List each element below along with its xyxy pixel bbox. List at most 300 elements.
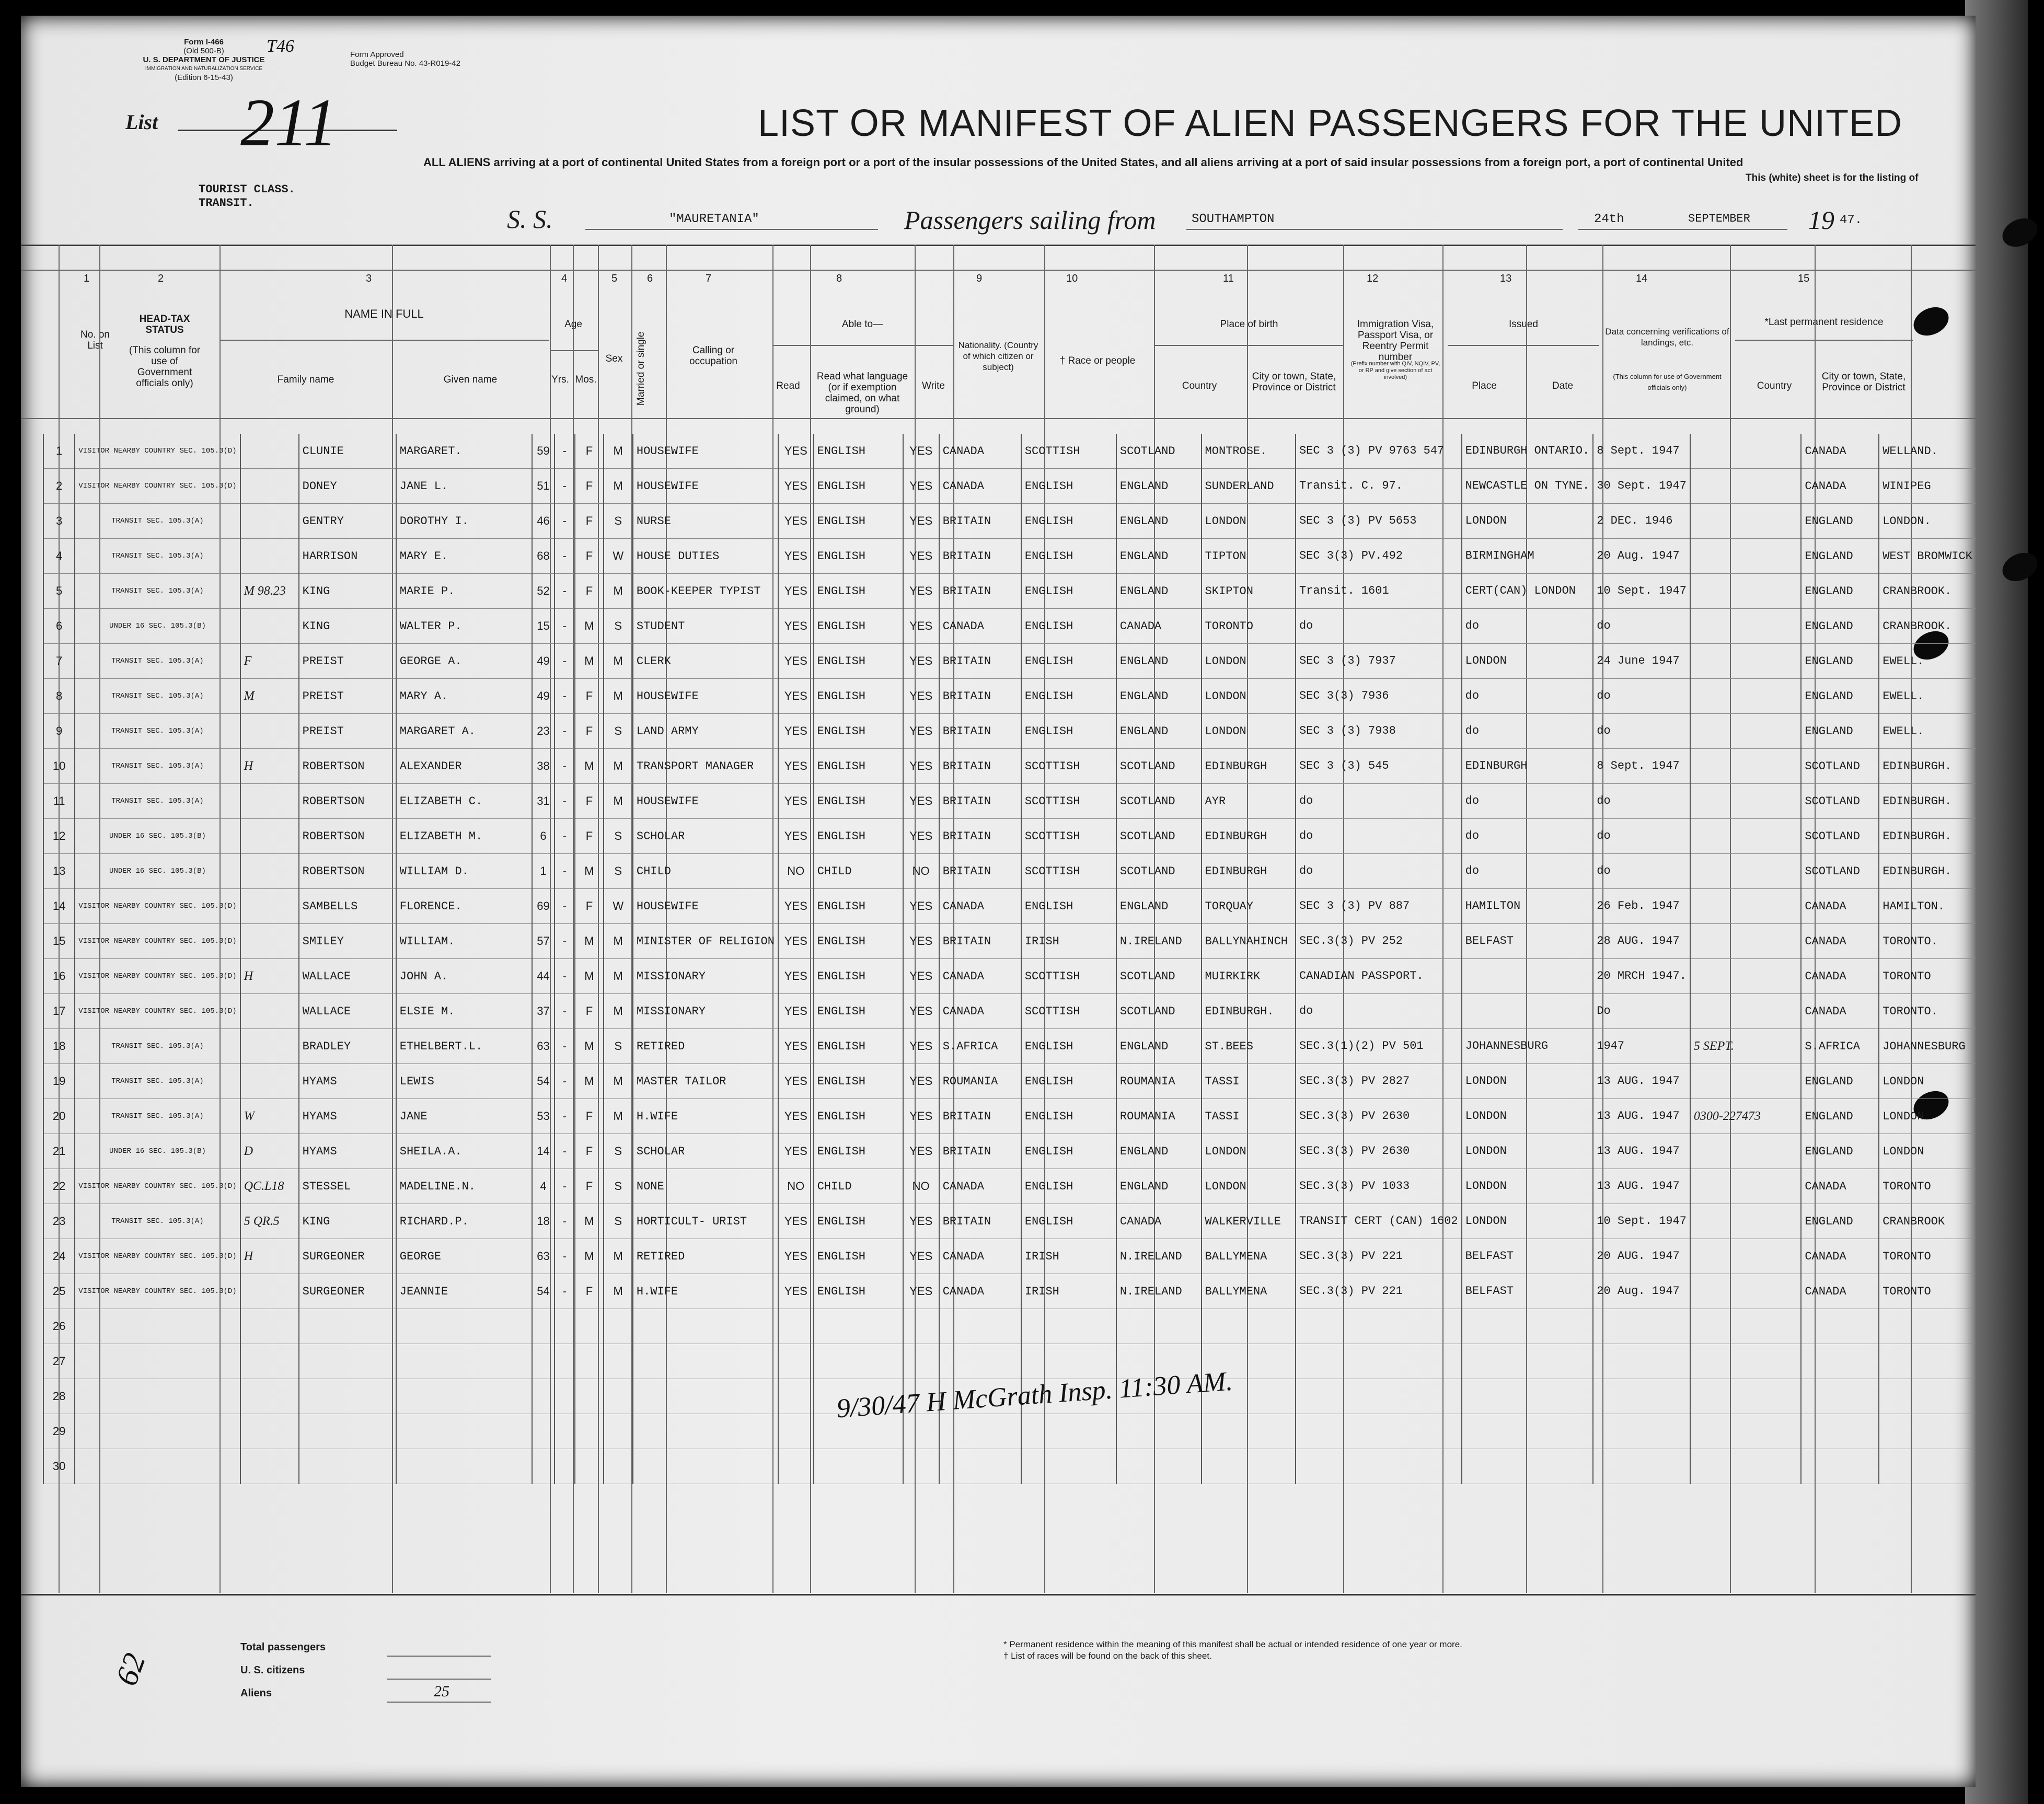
can-read: YES bbox=[778, 1204, 814, 1239]
issue-place: JOHANNESBURG bbox=[1462, 1029, 1593, 1064]
birth-country: SCOTLAND bbox=[1116, 749, 1202, 784]
can-read: YES bbox=[778, 539, 814, 574]
occupation: SCHOLAR bbox=[633, 819, 778, 854]
can-write: YES bbox=[903, 889, 939, 924]
race bbox=[1021, 1309, 1116, 1344]
family-name: KING bbox=[299, 609, 396, 644]
departure-month: SEPTEMBER bbox=[1688, 212, 1750, 225]
given-name: SHEILA.A. bbox=[396, 1134, 533, 1169]
language: ENGLISH bbox=[814, 749, 903, 784]
given-name: GEORGE A. bbox=[396, 644, 533, 679]
age-months: - bbox=[555, 504, 575, 539]
issue-date bbox=[1593, 1414, 1690, 1449]
can-read: NO bbox=[778, 854, 814, 889]
rule-issued-split bbox=[1448, 345, 1599, 346]
nationality: S.AFRICA bbox=[939, 1029, 1021, 1064]
family-name: PREIST bbox=[299, 714, 396, 749]
given-name bbox=[396, 1344, 533, 1379]
family-name: CLUNIE bbox=[299, 434, 396, 469]
clerk-mark bbox=[240, 854, 299, 889]
rule-age-split bbox=[550, 350, 598, 351]
family-name: SAMBELLS bbox=[299, 889, 396, 924]
age-months: - bbox=[555, 924, 575, 959]
language: CHILD bbox=[814, 854, 903, 889]
issue-date: 20 AUG. 1947 bbox=[1593, 1239, 1690, 1274]
issue-place bbox=[1462, 1344, 1593, 1379]
nationality bbox=[939, 1449, 1021, 1484]
row-number: 16 bbox=[43, 959, 75, 994]
family-name: HYAMS bbox=[299, 1134, 396, 1169]
issue-date: do bbox=[1593, 854, 1690, 889]
marital-status: M bbox=[604, 644, 633, 679]
head-tax-status: TRANSIT SEC. 105.3(A) bbox=[75, 679, 240, 714]
marital-status: S bbox=[604, 714, 633, 749]
table-row bbox=[43, 994, 1976, 1029]
age-years: 44 bbox=[532, 959, 554, 994]
issue-date: 26 Feb. 1947 bbox=[1593, 889, 1690, 924]
issue-place: do bbox=[1462, 609, 1593, 644]
clerk-mark: H bbox=[240, 959, 299, 994]
issue-place bbox=[1462, 994, 1593, 1029]
can-read: YES bbox=[778, 1274, 814, 1309]
residence-country bbox=[1801, 1309, 1879, 1344]
issue-date: 13 AUG. 1947 bbox=[1593, 1064, 1690, 1099]
age-months bbox=[555, 1344, 575, 1379]
head-tax-status: VISITOR NEARBY COUNTRY SEC. 105.3(D) bbox=[75, 994, 240, 1029]
landing-data bbox=[1690, 819, 1801, 854]
age-months bbox=[555, 1379, 575, 1414]
marital-status bbox=[604, 1449, 633, 1484]
birth-city: EDINBURGH bbox=[1202, 854, 1296, 889]
landing-data bbox=[1690, 434, 1801, 469]
issue-date bbox=[1593, 1379, 1690, 1414]
marital-status: M bbox=[604, 574, 633, 609]
can-read: YES bbox=[778, 609, 814, 644]
occupation: BOOK-KEEPER TYPIST bbox=[633, 574, 778, 609]
hdr-birth-city: City or town, State, Province or District bbox=[1252, 371, 1336, 393]
age-months bbox=[555, 1309, 575, 1344]
clerk-mark: H bbox=[240, 749, 299, 784]
occupation: HOUSE DUTIES bbox=[633, 539, 778, 574]
residence-city: CRANBROOK. bbox=[1879, 609, 1976, 644]
clerk-mark bbox=[240, 469, 299, 504]
can-write: YES bbox=[903, 1134, 939, 1169]
sex: F bbox=[575, 994, 603, 1029]
birth-country: N.IRELAND bbox=[1116, 924, 1202, 959]
sex: F bbox=[575, 1134, 603, 1169]
age-years: 69 bbox=[532, 889, 554, 924]
hdr-landing: Data concerning verifications of landings, etc. bbox=[1605, 327, 1729, 348]
col-num: 15 bbox=[1798, 273, 1810, 284]
nationality: CANADA bbox=[939, 994, 1021, 1029]
table-row bbox=[43, 1204, 1976, 1239]
can-read: YES bbox=[778, 469, 814, 504]
race bbox=[1021, 1344, 1116, 1379]
clerk-mark bbox=[240, 1344, 299, 1379]
issue-date: 20 Aug. 1947 bbox=[1593, 539, 1690, 574]
given-name: JANE L. bbox=[396, 469, 533, 504]
age-months: - bbox=[555, 609, 575, 644]
age-months: - bbox=[555, 714, 575, 749]
residence-city: JOHANNESBURG bbox=[1879, 1029, 1976, 1064]
table-row bbox=[43, 1344, 1976, 1379]
sex: M bbox=[575, 1204, 603, 1239]
col-num: 12 bbox=[1367, 273, 1379, 284]
can-write: YES bbox=[903, 1099, 939, 1134]
hdr-family-name: Family name bbox=[277, 374, 334, 385]
row-number: 27 bbox=[43, 1344, 75, 1379]
issue-date: do bbox=[1593, 819, 1690, 854]
marital-status: W bbox=[604, 889, 633, 924]
margin-number: 62 bbox=[109, 1648, 152, 1690]
can-write: YES bbox=[903, 1239, 939, 1274]
us-citizens-label: U. S. citizens bbox=[240, 1664, 305, 1676]
race: SCOTTISH bbox=[1021, 819, 1116, 854]
birth-country bbox=[1116, 1309, 1202, 1344]
family-name: HYAMS bbox=[299, 1099, 396, 1134]
age-months: - bbox=[555, 1064, 575, 1099]
head-tax-status: VISITOR NEARBY COUNTRY SEC. 105.3(D) bbox=[75, 1274, 240, 1309]
can-read bbox=[778, 1309, 814, 1344]
language: ENGLISH bbox=[814, 1064, 903, 1099]
nationality: ROUMANIA bbox=[939, 1064, 1021, 1099]
issue-date: do bbox=[1593, 714, 1690, 749]
clerk-mark: QC.L18 bbox=[240, 1169, 299, 1204]
nationality: CANADA bbox=[939, 1274, 1021, 1309]
visa-number: do bbox=[1296, 609, 1462, 644]
visa-number bbox=[1296, 1309, 1462, 1344]
nationality: BRITAIN bbox=[939, 749, 1021, 784]
ss-label: S. S. bbox=[507, 204, 553, 234]
landing-data bbox=[1690, 609, 1801, 644]
family-name bbox=[299, 1414, 396, 1449]
residence-city: EWELL. bbox=[1879, 714, 1976, 749]
occupation: H.WIFE bbox=[633, 1274, 778, 1309]
family-name: ROBERTSON bbox=[299, 819, 396, 854]
age-months: - bbox=[555, 819, 575, 854]
given-name bbox=[396, 1309, 533, 1344]
family-name: STESSEL bbox=[299, 1169, 396, 1204]
table-row bbox=[43, 959, 1976, 994]
approval-block bbox=[350, 50, 460, 68]
hdr-birth-country: Country bbox=[1182, 380, 1217, 391]
race: ENGLISH bbox=[1021, 469, 1116, 504]
visa-number: SEC.3(3) PV 2827 bbox=[1296, 1064, 1462, 1099]
landing-data: 0300-227473 bbox=[1690, 1099, 1801, 1134]
row-number: 14 bbox=[43, 889, 75, 924]
form-edition: (Edition 6-15-43) bbox=[175, 73, 233, 82]
occupation: NONE bbox=[633, 1169, 778, 1204]
table-row bbox=[43, 854, 1976, 889]
can-write: YES bbox=[903, 1064, 939, 1099]
birth-country: N.IRELAND bbox=[1116, 1239, 1202, 1274]
residence-country: ENGLAND bbox=[1801, 609, 1879, 644]
birth-country: ENGLAND bbox=[1116, 1169, 1202, 1204]
occupation: NURSE bbox=[633, 504, 778, 539]
clerk-mark bbox=[240, 1064, 299, 1099]
occupation: SCHOLAR bbox=[633, 1134, 778, 1169]
clerk-mark bbox=[240, 1379, 299, 1414]
residence-city: EDINBURGH. bbox=[1879, 819, 1976, 854]
landing-data bbox=[1690, 1274, 1801, 1309]
issue-date: Do bbox=[1593, 994, 1690, 1029]
nationality: CANADA bbox=[939, 609, 1021, 644]
residence-city: EDINBURGH. bbox=[1879, 784, 1976, 819]
given-name: MADELINE.N. bbox=[396, 1169, 533, 1204]
age-months: - bbox=[555, 1099, 575, 1134]
aliens-line bbox=[387, 1702, 491, 1703]
residence-city: TORONTO bbox=[1879, 1274, 1976, 1309]
residence-country: CANADA bbox=[1801, 1239, 1879, 1274]
nationality: CANADA bbox=[939, 1239, 1021, 1274]
visa-number bbox=[1296, 1414, 1462, 1449]
footnotes bbox=[1003, 1639, 1462, 1662]
can-write bbox=[903, 1449, 939, 1484]
residence-country: ENGLAND bbox=[1801, 1204, 1879, 1239]
hdr-head-tax: HEAD-TAX STATUS bbox=[139, 314, 190, 336]
marital-status: S bbox=[604, 1029, 633, 1064]
given-name bbox=[396, 1414, 533, 1449]
can-read: YES bbox=[778, 504, 814, 539]
form-number: Form I-466 bbox=[184, 38, 224, 47]
visa-number: do bbox=[1296, 784, 1462, 819]
residence-country bbox=[1801, 1344, 1879, 1379]
head-tax-status: TRANSIT SEC. 105.3(A) bbox=[75, 1029, 240, 1064]
clerk-mark: F bbox=[240, 644, 299, 679]
marital-status: M bbox=[604, 434, 633, 469]
age-months: - bbox=[555, 959, 575, 994]
language: ENGLISH bbox=[814, 994, 903, 1029]
visa-number: SEC 3 (3) 545 bbox=[1296, 749, 1462, 784]
age-months: - bbox=[555, 644, 575, 679]
issue-place: LONDON bbox=[1462, 504, 1593, 539]
row-number: 3 bbox=[43, 504, 75, 539]
clerk-mark bbox=[240, 1414, 299, 1449]
can-read bbox=[778, 1344, 814, 1379]
marital-status: M bbox=[604, 749, 633, 784]
col-num: 14 bbox=[1636, 273, 1648, 284]
hdr-issued-place: Place bbox=[1472, 380, 1497, 391]
sex bbox=[575, 1309, 603, 1344]
language: ENGLISH bbox=[814, 609, 903, 644]
birth-city: LONDON bbox=[1202, 1134, 1296, 1169]
given-name: JANE bbox=[396, 1099, 533, 1134]
clerk-mark bbox=[240, 434, 299, 469]
aliens-count: 25 bbox=[434, 1683, 449, 1700]
issue-place: BELFAST bbox=[1462, 924, 1593, 959]
birth-country: ENGLAND bbox=[1116, 714, 1202, 749]
can-write: YES bbox=[903, 959, 939, 994]
residence-city bbox=[1879, 1344, 1976, 1379]
clerk-mark bbox=[240, 1309, 299, 1344]
age-months bbox=[555, 1414, 575, 1449]
nationality: BRITAIN bbox=[939, 504, 1021, 539]
nationality bbox=[939, 1414, 1021, 1449]
residence-city: WEST BROMWICK bbox=[1879, 539, 1976, 574]
hdr-nationality: Nationality. (Country of which citizen or subject) bbox=[958, 340, 1038, 372]
rule-top bbox=[21, 245, 1976, 246]
head-tax-status: TRANSIT SEC. 105.3(A) bbox=[75, 574, 240, 609]
issue-place: HAMILTON bbox=[1462, 889, 1593, 924]
landing-data bbox=[1690, 784, 1801, 819]
race: ENGLISH bbox=[1021, 574, 1116, 609]
list-label: List bbox=[125, 110, 158, 134]
clerk-mark: M 98.23 bbox=[240, 574, 299, 609]
table-row bbox=[43, 504, 1976, 539]
sex: F bbox=[575, 434, 603, 469]
clerk-mark bbox=[240, 994, 299, 1029]
head-tax-status: VISITOR NEARBY COUNTRY SEC. 105.3(D) bbox=[75, 959, 240, 994]
marital-status: M bbox=[604, 924, 633, 959]
landing-data bbox=[1690, 504, 1801, 539]
visa-number: SEC 3 (3) PV 887 bbox=[1296, 889, 1462, 924]
row-number: 7 bbox=[43, 644, 75, 679]
marital-status: M bbox=[604, 959, 633, 994]
age-years bbox=[532, 1414, 554, 1449]
occupation: TRANSPORT MANAGER bbox=[633, 749, 778, 784]
sex: M bbox=[575, 1239, 603, 1274]
nationality: BRITAIN bbox=[939, 574, 1021, 609]
can-write: YES bbox=[903, 434, 939, 469]
language: ENGLISH bbox=[814, 924, 903, 959]
marital-status: M bbox=[604, 784, 633, 819]
issue-place: EDINBURGH bbox=[1462, 749, 1593, 784]
given-name: ELIZABETH C. bbox=[396, 784, 533, 819]
issue-place: LONDON bbox=[1462, 1134, 1593, 1169]
sex: M bbox=[575, 924, 603, 959]
visa-number: Transit. C. 97. bbox=[1296, 469, 1462, 504]
family-name: ROBERTSON bbox=[299, 749, 396, 784]
language: ENGLISH bbox=[814, 714, 903, 749]
can-read: YES bbox=[778, 1099, 814, 1134]
race: ENGLISH bbox=[1021, 609, 1116, 644]
clerk-mark: H bbox=[240, 1239, 299, 1274]
family-name bbox=[299, 1449, 396, 1484]
landing-data bbox=[1690, 1239, 1801, 1274]
row-number: 24 bbox=[43, 1239, 75, 1274]
occupation: RETIRED bbox=[633, 1239, 778, 1274]
table-row bbox=[43, 1064, 1976, 1099]
landing-data bbox=[1690, 1064, 1801, 1099]
occupation bbox=[633, 1379, 778, 1414]
given-name: MARGARET. bbox=[396, 434, 533, 469]
residence-city: EWELL. bbox=[1879, 679, 1976, 714]
age-years: 51 bbox=[532, 469, 554, 504]
language: ENGLISH bbox=[814, 574, 903, 609]
nationality: CANADA bbox=[939, 434, 1021, 469]
sex: M bbox=[575, 854, 603, 889]
residence-city: WELLAND. bbox=[1879, 434, 1976, 469]
language bbox=[814, 1344, 903, 1379]
table-row bbox=[43, 1414, 1976, 1449]
col-num: 3 bbox=[366, 273, 372, 284]
birth-city: EDINBURGH bbox=[1202, 749, 1296, 784]
residence-country: CANADA bbox=[1801, 1169, 1879, 1204]
age-years: 4 bbox=[532, 1169, 554, 1204]
visa-number: SEC.3(3) PV 252 bbox=[1296, 924, 1462, 959]
clerk-mark bbox=[240, 539, 299, 574]
page-subtitle: ALL ALIENS arriving at a port of continental United States from a foreign port or a port of the insular possessions of the United States, and all aliens arriving at a port of said insular possessions from a foreign port, a port of continental United bbox=[423, 156, 1743, 169]
col-num: 1 bbox=[84, 273, 90, 284]
nationality: BRITAIN bbox=[939, 924, 1021, 959]
landing-data bbox=[1690, 644, 1801, 679]
visa-number: SEC 3 (3) PV 9763 547 bbox=[1296, 434, 1462, 469]
age-years: 68 bbox=[532, 539, 554, 574]
head-tax-status: TRANSIT SEC. 105.3(A) bbox=[75, 644, 240, 679]
page-title: LIST OR MANIFEST OF ALIEN PASSENGERS FOR THE UNITED bbox=[758, 102, 1903, 144]
landing-data bbox=[1690, 1204, 1801, 1239]
occupation: MISSIONARY bbox=[633, 959, 778, 994]
issue-date: 2 DEC. 1946 bbox=[1593, 504, 1690, 539]
rule-birth-split bbox=[1155, 345, 1343, 346]
totals-block bbox=[240, 1636, 326, 1705]
birth-city: SKIPTON bbox=[1202, 574, 1296, 609]
language bbox=[814, 1309, 903, 1344]
hdr-calling: Calling or occupation bbox=[689, 345, 737, 367]
row-number: 9 bbox=[43, 714, 75, 749]
clerk-mark: M bbox=[240, 679, 299, 714]
residence-city: HAMILTON. bbox=[1879, 889, 1976, 924]
landing-data bbox=[1690, 924, 1801, 959]
hdr-residence: *Last permanent residence bbox=[1764, 317, 1884, 328]
table-row bbox=[43, 714, 1976, 749]
head-tax-status: VISITOR NEARBY COUNTRY SEC. 105.3(D) bbox=[75, 469, 240, 504]
birth-city: LONDON bbox=[1202, 714, 1296, 749]
age-years: 14 bbox=[532, 1134, 554, 1169]
marital-status: M bbox=[604, 1099, 633, 1134]
visa-number: SEC.3(3) PV 221 bbox=[1296, 1239, 1462, 1274]
race: ENGLISH bbox=[1021, 1169, 1116, 1204]
given-name: MARY A. bbox=[396, 679, 533, 714]
form-old-number: (Old 500-B) bbox=[183, 47, 224, 55]
issue-place bbox=[1462, 1309, 1593, 1344]
row-number: 26 bbox=[43, 1309, 75, 1344]
form-id-block bbox=[141, 38, 267, 82]
form-approved: Form Approved bbox=[350, 50, 404, 59]
race: IRISH bbox=[1021, 1239, 1116, 1274]
head-tax-status bbox=[75, 1414, 240, 1449]
row-number: 4 bbox=[43, 539, 75, 574]
race: ENGLISH bbox=[1021, 1029, 1116, 1064]
port-underline bbox=[1186, 229, 1563, 230]
row-number: 23 bbox=[43, 1204, 75, 1239]
age-months: - bbox=[555, 994, 575, 1029]
given-name bbox=[396, 1449, 533, 1484]
landing-data: 5 SEPT. bbox=[1690, 1029, 1801, 1064]
family-name: DONEY bbox=[299, 469, 396, 504]
birth-country: SCOTLAND bbox=[1116, 819, 1202, 854]
sex: F bbox=[575, 784, 603, 819]
table-row bbox=[43, 1029, 1976, 1064]
residence-country: ENGLAND bbox=[1801, 714, 1879, 749]
can-read: YES bbox=[778, 574, 814, 609]
row-number: 30 bbox=[43, 1449, 75, 1484]
table-row bbox=[43, 784, 1976, 819]
birth-city bbox=[1202, 1449, 1296, 1484]
issue-date: 24 June 1947 bbox=[1593, 644, 1690, 679]
can-read: YES bbox=[778, 819, 814, 854]
residence-city: EDINBURGH. bbox=[1879, 749, 1976, 784]
col-num: 5 bbox=[611, 273, 618, 284]
can-write: NO bbox=[903, 1169, 939, 1204]
hdr-birth: Place of birth bbox=[1220, 319, 1278, 330]
sex: F bbox=[575, 819, 603, 854]
hdr-given-name: Given name bbox=[443, 374, 498, 385]
table-row bbox=[43, 539, 1976, 574]
residence-country: CANADA bbox=[1801, 434, 1879, 469]
nationality: BRITAIN bbox=[939, 1099, 1021, 1134]
nationality bbox=[939, 1344, 1021, 1379]
